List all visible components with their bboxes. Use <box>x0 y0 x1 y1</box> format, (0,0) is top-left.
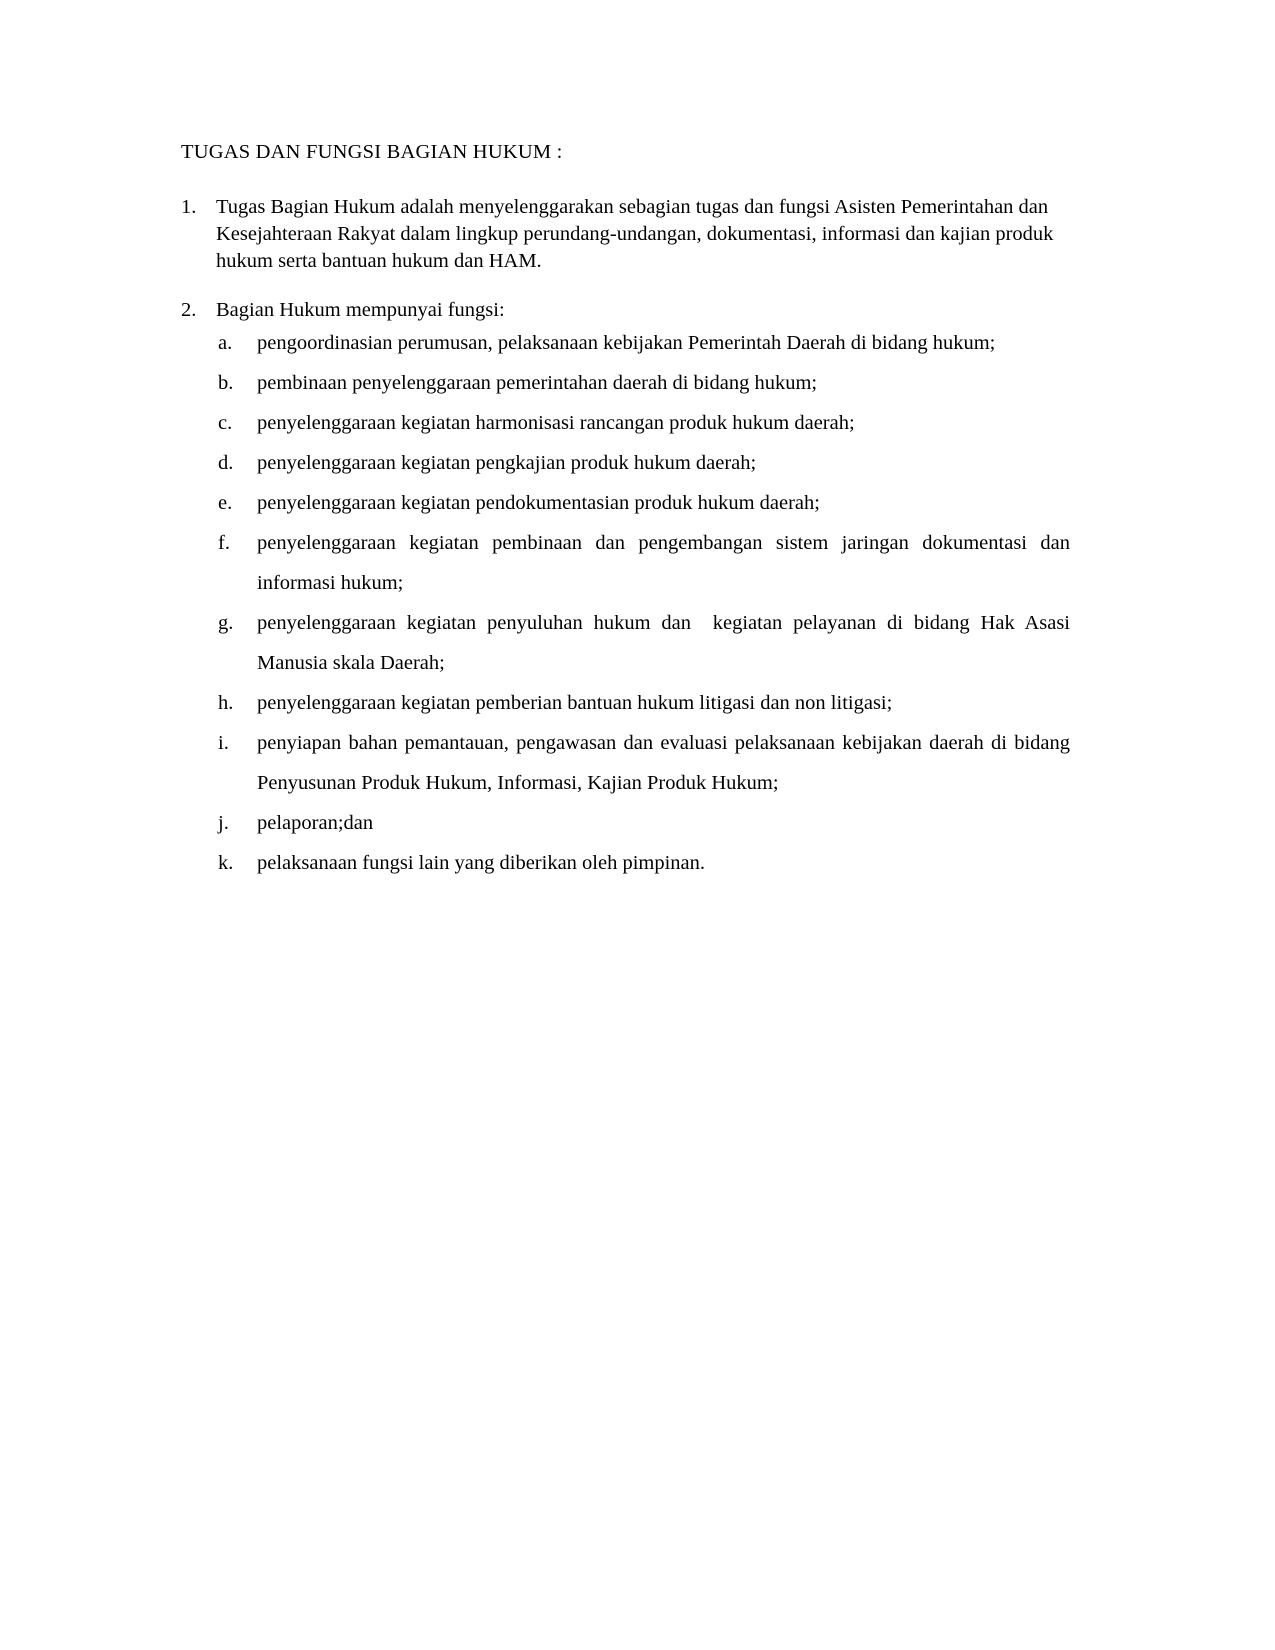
sublist-item-i-text: penyiapan bahan pemantauan, pengawasan dan evaluasi pelaksanaan kebijakan daerah di bidang Penyusunan Produk Hukum, Informasi, Kajian Produk Hukum; <box>257 732 1076 795</box>
sublist-item-d-text: penyelenggaraan kegiatan pengkajian produk hukum daerah; <box>257 452 757 475</box>
sublist-item-j <box>218 804 1070 844</box>
list-item-1 <box>181 194 1070 275</box>
numbered-list <box>181 194 1076 884</box>
sublist-item-c <box>218 404 1070 444</box>
sublist-marker-e: e. <box>218 492 233 515</box>
sublist-item-c-text: penyelenggaraan kegiatan harmonisasi rancangan produk hukum daerah; <box>257 412 855 435</box>
lettered-sublist <box>216 324 1076 884</box>
sublist-item-h-text: penyelenggaraan kegiatan pemberian bantuan hukum litigasi dan non litigasi; <box>257 692 893 715</box>
sublist-item-e-text: penyelenggaraan kegiatan pendokumentasian produk hukum daerah; <box>257 492 820 515</box>
sublist-item-h <box>218 684 1070 724</box>
sublist-item-e <box>218 484 1070 524</box>
sublist-marker-h: h. <box>218 692 234 715</box>
list-item-2-text: Bagian Hukum mempunyai fungsi: <box>216 299 505 322</box>
sublist-item-g <box>218 604 1076 684</box>
sublist-item-a-text: pengoordinasian perumusan, pelaksanaan kebijakan Pemerintah Daerah di bidang hukum; <box>257 332 996 355</box>
list-marker-2: 2. <box>181 299 197 322</box>
sublist-item-k-text: pelaksanaan fungsi lain yang diberikan oleh pimpinan. <box>257 851 706 874</box>
page-title: TUGAS DAN FUNGSI BAGIAN HUKUM : <box>181 141 563 163</box>
sublist-marker-k: k. <box>218 851 234 874</box>
sublist-item-d <box>218 444 1070 484</box>
list-item-1-text: Tugas Bagian Hukum adalah menyelenggarakan sebagian tugas dan fungsi Asisten Pemerintahan dan Kesejahteraan Rakyat dalam lingkup perundang-undangan, dokumentasi, informasi dan kajian produk hukum serta bantuan hukum dan HAM. <box>216 196 1059 273</box>
sublist-marker-i: i. <box>218 732 229 755</box>
sublist-item-a <box>218 324 1070 364</box>
sublist-marker-d: d. <box>218 452 234 475</box>
sublist-marker-g: g. <box>218 612 234 635</box>
sublist-item-i <box>218 724 1076 804</box>
sublist-marker-f: f. <box>218 532 230 555</box>
list-marker-1: 1. <box>181 196 197 219</box>
sublist-item-j-text: pelaporan;dan <box>257 812 374 834</box>
document-content <box>181 140 1076 884</box>
sublist-marker-c: c. <box>218 412 233 435</box>
sublist-item-k <box>218 844 1070 884</box>
sublist-marker-j: j. <box>218 812 229 834</box>
sublist-item-b-text: pembinaan penyelenggaraan pemerintahan daerah di bidang hukum; <box>257 372 818 395</box>
sublist-item-b <box>218 364 1070 404</box>
list-item-2 <box>181 297 1076 884</box>
sublist-item-g-text: penyelenggaraan kegiatan penyuluhan hukum dan kegiatan pelayanan di bidang Hak Asasi Manusia skala Daerah; <box>257 612 1076 675</box>
sublist-marker-a: a. <box>218 332 233 355</box>
sublist-marker-b: b. <box>218 372 234 395</box>
sublist-item-f-text: penyelenggaraan kegiatan pembinaan dan pengembangan sistem jaringan dokumentasi dan informasi hukum; <box>257 532 1076 595</box>
sublist-item-f <box>218 524 1076 604</box>
